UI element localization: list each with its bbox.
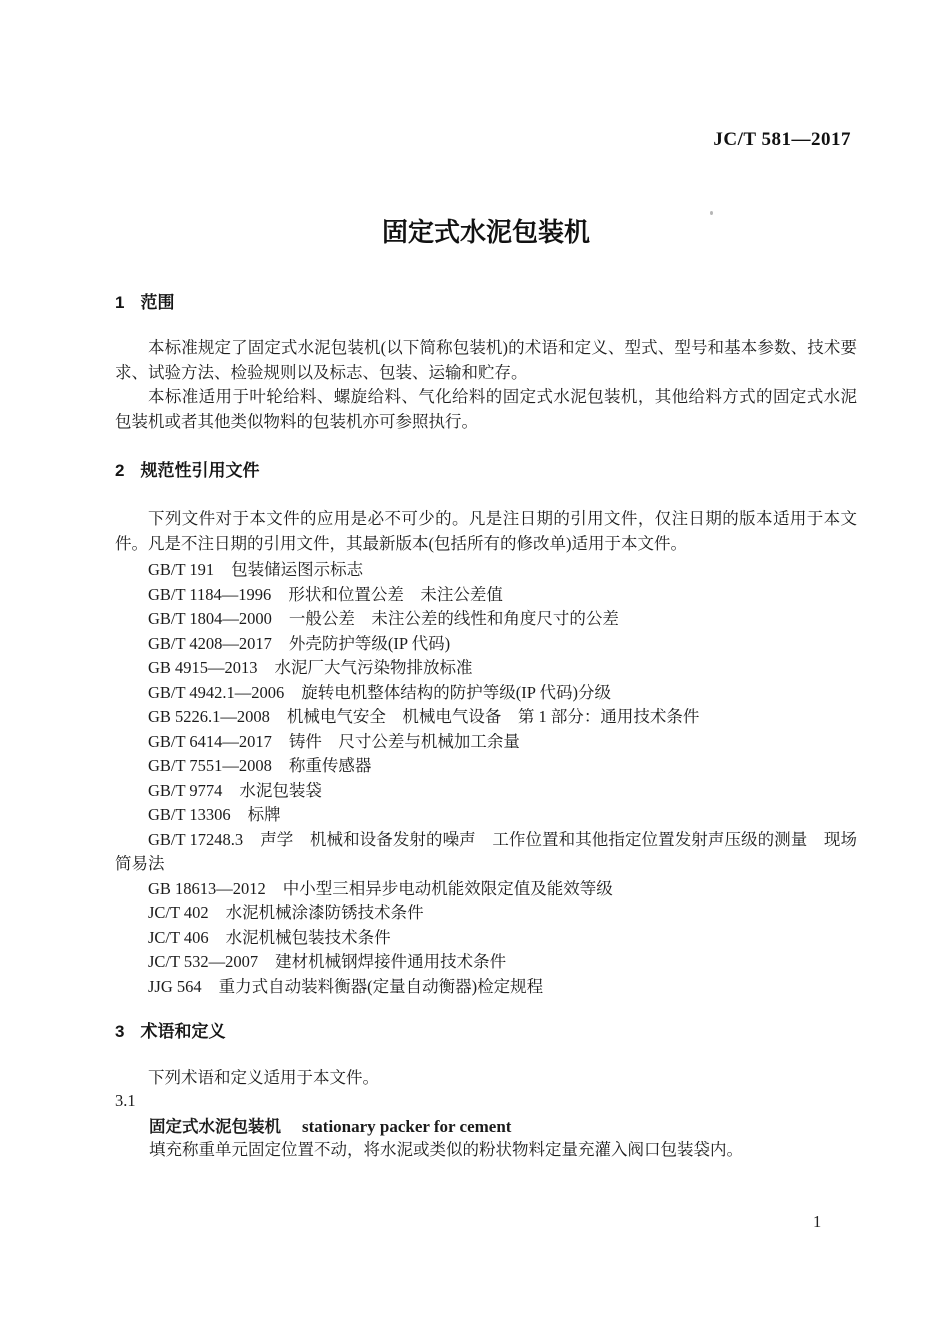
page-number: 1 — [813, 1212, 822, 1231]
reference-title: 重力式自动装料衡器(定量自动衡器)检定规程 — [218, 976, 544, 996]
reference-title: 机械电气安全 机械电气设备 第 1 部分：通用技术条件 — [286, 707, 700, 726]
reference-item — [115, 705, 857, 730]
reference-item — [115, 656, 857, 681]
reference-title: 水泥机械涂漆防锈技术条件 — [225, 903, 424, 922]
reference-item — [115, 950, 857, 975]
terms-intro-paragraph: 下列术语和定义适用于本文件。 — [148, 1068, 379, 1087]
reference-code: GB/T 1804—2000 — [148, 609, 272, 628]
reference-title: 形状和位置公差 未注公差值 — [288, 584, 503, 604]
reference-item — [115, 754, 857, 779]
reference-code: JC/T 406 — [148, 927, 209, 947]
reference-title: 标牌 — [247, 805, 281, 824]
reference-title: 铸件 尺寸公差与机械加工余量 — [288, 731, 520, 751]
reference-item — [115, 828, 857, 877]
reference-code: JC/T 402 — [148, 903, 209, 922]
reference-title: 水泥包装袋 — [239, 780, 322, 800]
term-name-zh: 固定式水泥包装机 — [149, 1118, 281, 1136]
reference-title: 水泥厂大气污染物排放标准 — [274, 658, 473, 677]
reference-code: GB/T 13306 — [148, 805, 231, 824]
section-1-number: 1 — [115, 293, 125, 312]
reference-code: GB/T 4208—2017 — [148, 633, 272, 653]
reference-title: 一般公差 未注公差的线性和角度尺寸的公差 — [288, 609, 619, 628]
reference-item — [115, 681, 857, 706]
section-2-heading — [115, 459, 857, 483]
reference-item — [115, 901, 857, 926]
references-intro-paragraph: 下列文件对于本文件的应用是必不可少的。凡是注日期的引用文件，仅注日期的版本适用于本文件。凡是不注日期的引用文件，其最新版本(包括所有的修改单)适用于本文件。 — [115, 509, 857, 553]
section-1-name: 范围 — [140, 293, 175, 312]
reference-title: 外壳防护等级(IP 代码) — [288, 633, 451, 653]
reference-code: GB/T 7551—2008 — [148, 756, 272, 775]
reference-code: JC/T 532—2007 — [148, 952, 259, 971]
section-1-heading — [115, 291, 857, 315]
doc-code-header: JC/T 581—2017 — [713, 129, 851, 150]
reference-title: 建材机械钢焊接件通用技术条件 — [275, 952, 507, 971]
section-3-number: 3 — [115, 1022, 125, 1041]
reference-list — [115, 558, 857, 999]
section-3-name: 术语和定义 — [140, 1022, 226, 1041]
reference-code: GB 18613—2012 — [148, 878, 266, 898]
reference-title: 水泥机械包装技术条件 — [225, 927, 391, 947]
reference-title: 旋转电机整体结构的防护等级(IP 代码)分级 — [301, 682, 611, 702]
term-name-en: stationary packer for cement — [302, 1117, 512, 1136]
reference-item — [115, 877, 857, 902]
reference-item — [115, 583, 857, 608]
reference-code: GB/T 4942.1—2006 — [148, 682, 285, 702]
reference-title: 包装储运图示标志 — [231, 560, 364, 579]
reference-code: GB 5226.1—2008 — [148, 707, 270, 726]
reference-code: GB/T 17248.3 — [148, 829, 244, 849]
scope-paragraph-1: 本标准规定了固定式水泥包装机(以下简称包装机)的术语和定义、型式、型号和基本参数、技术要求、试验方法、检验规则以及标志、包装、运输和贮存。 — [115, 338, 857, 382]
reference-item — [115, 632, 857, 657]
reference-item — [115, 558, 857, 583]
term-definition: 填充称重单元固定位置不动，将水泥或类似的粉状物料定量充灌入阀口包装袋内。 — [149, 1140, 743, 1159]
term-number: 3.1 — [115, 1091, 136, 1110]
reference-code: JJG 564 — [148, 976, 202, 996]
document-title: 固定式水泥包装机 — [381, 217, 590, 247]
reference-code: GB/T 6414—2017 — [148, 731, 272, 751]
reference-code: GB/T 191 — [148, 560, 215, 579]
section-2-number: 2 — [115, 461, 125, 480]
reference-item — [115, 926, 857, 951]
scope-paragraph-2: 本标准适用于叶轮给料、螺旋给料、气化给料的固定式水泥包装机，其他给料方式的固定式水泥包装机或者其他类似物料的包装机亦可参照执行。 — [115, 387, 857, 431]
reference-title: 中小型三相异步电动机能效限定值及能效等级 — [282, 878, 613, 898]
reference-code: GB/T 1184—1996 — [148, 584, 272, 604]
reference-item — [115, 975, 857, 1000]
section-3-heading — [115, 1020, 857, 1044]
reference-title: 称重传感器 — [288, 756, 372, 775]
reference-item — [115, 607, 857, 632]
reference-code: GB/T 9774 — [148, 780, 223, 800]
reference-item — [115, 730, 857, 755]
reference-title: 声学 机械和设备发射的噪声 工作位置和其他指定位置发射声压级的测量 现场简易法 — [115, 829, 857, 873]
reference-item — [115, 803, 857, 828]
reference-item — [115, 779, 857, 804]
section-2-name: 规范性引用文件 — [140, 461, 260, 480]
reference-code: GB 4915—2013 — [148, 658, 258, 677]
term-heading — [115, 1113, 891, 1140]
